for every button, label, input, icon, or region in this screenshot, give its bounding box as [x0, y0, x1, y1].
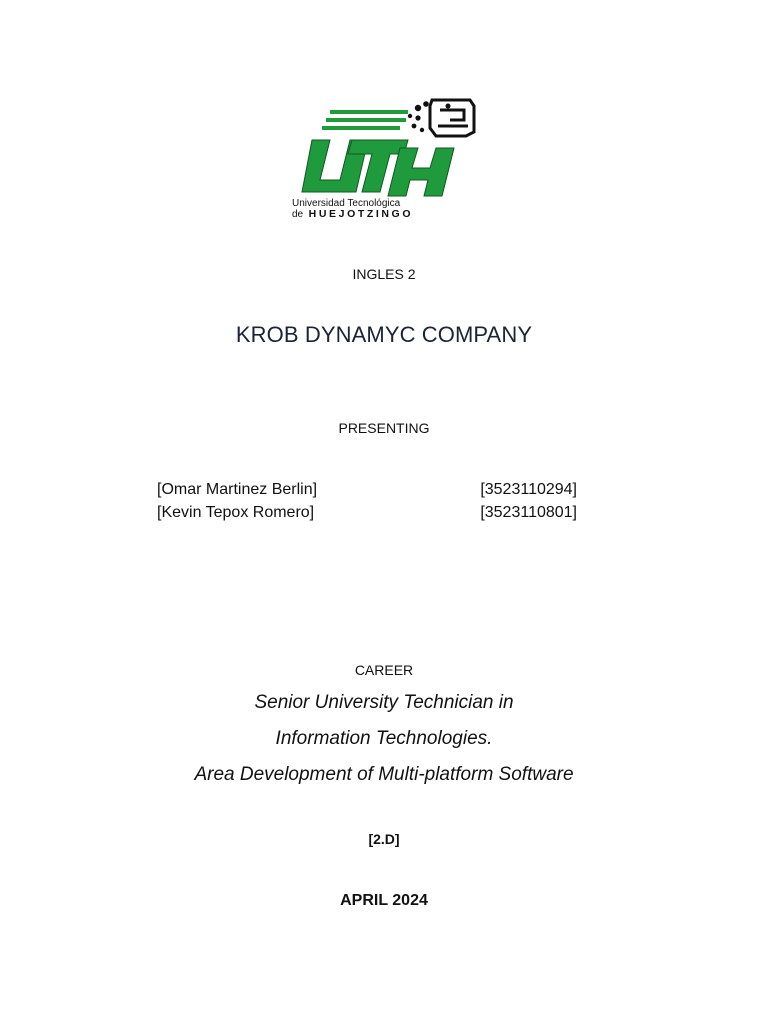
student-id: [3523110294]: [480, 481, 577, 498]
logo-subtitle-line1: Universidad Tecnológica: [292, 198, 401, 209]
subject-label: INGLES 2: [352, 266, 416, 282]
logo-subtitle-huejotzingo: HUEJOTZINGO: [308, 208, 414, 220]
career-line: Senior University Technician in: [254, 692, 514, 713]
date-label: APRIL 2024: [340, 892, 428, 909]
logo-subtitle-line2: [292, 209, 413, 220]
document-title: KROB DYNAMYC COMPANY: [235, 322, 533, 347]
student-id: [3523110801]: [480, 504, 577, 521]
logo-subtitle-de: de: [292, 209, 304, 220]
career-label: CAREER: [354, 662, 414, 678]
logo-caption: [292, 198, 413, 220]
career-line: Information Technologies.: [275, 728, 493, 749]
presenting-label: PRESENTING: [338, 420, 430, 436]
student-name: [Omar Martinez Berlin]: [157, 481, 318, 498]
student-name: [Kevin Tepox Romero]: [157, 504, 315, 521]
group-label: [2.D]: [368, 831, 400, 847]
career-line: Area Development of Multi-platform Software: [194, 764, 574, 785]
